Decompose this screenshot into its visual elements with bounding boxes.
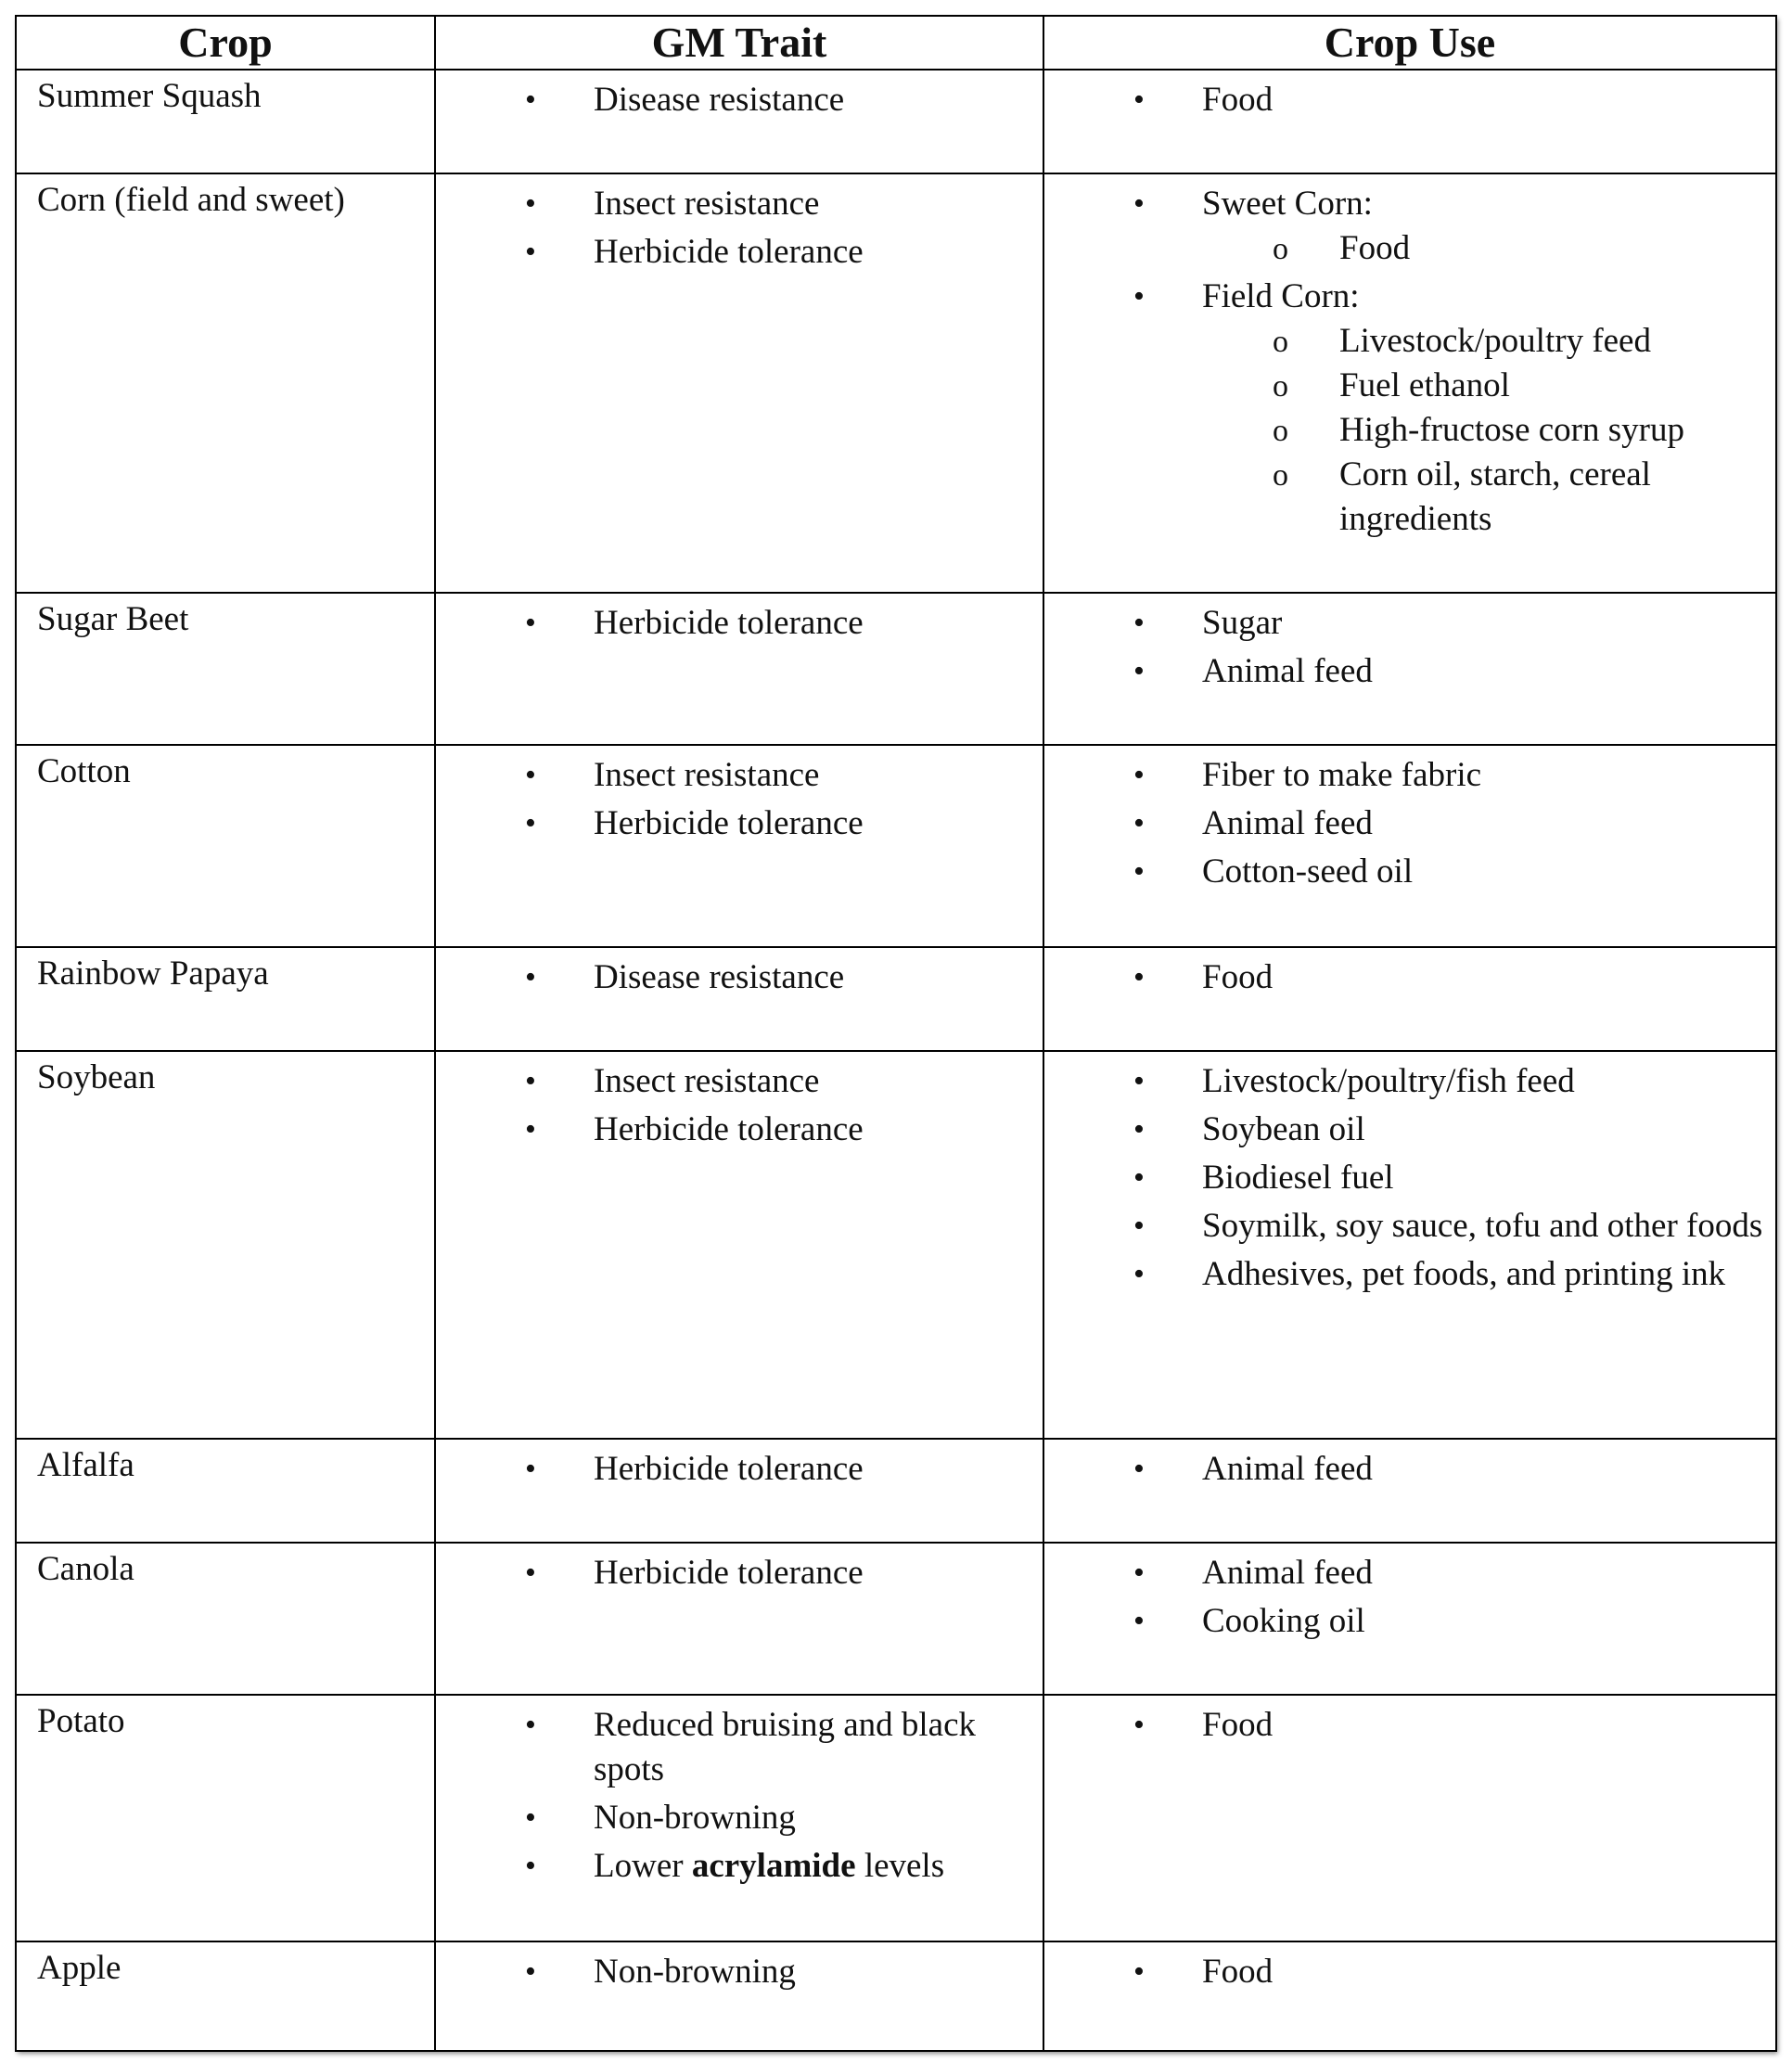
use-item: • Soymilk, soy sauce, tofu and other foods [1044, 1204, 1770, 1249]
bullet-icon: • [525, 1556, 536, 1590]
crop-name: Apple [16, 1941, 435, 2051]
gm-trait-cell [435, 1051, 1043, 1439]
table-row [16, 1051, 1776, 1439]
use-item: • Livestock/poultry/fish feed [1044, 1059, 1770, 1104]
gm-trait-cell [435, 1439, 1043, 1543]
crop-use-cell [1043, 1439, 1776, 1543]
bullet-icon: • [1133, 1604, 1145, 1638]
gm-trait-cell [435, 70, 1043, 173]
use-item: • Soybean oil [1044, 1108, 1770, 1152]
bullet-icon: • [1133, 83, 1145, 117]
crop-name: Soybean [16, 1051, 435, 1439]
trait-item: • Herbicide tolerance [436, 1108, 1037, 1152]
bullet-icon: • [525, 1452, 536, 1486]
gm-trait-cell [435, 1941, 1043, 2051]
gm-trait-cell [435, 947, 1043, 1051]
bullet-icon: • [525, 758, 536, 792]
table-row [16, 593, 1776, 745]
use-subitem: o High-fructose corn syrup [1202, 408, 1770, 453]
crop-name: Sugar Beet [16, 593, 435, 745]
gm-trait-cell [435, 593, 1043, 745]
crop-use-cell [1043, 947, 1776, 1051]
circle-bullet-icon: o [1273, 232, 1288, 266]
bullet-icon: • [1133, 1112, 1145, 1147]
trait-item: • Herbicide tolerance [436, 1551, 1037, 1595]
use-subitem: o Food [1202, 226, 1770, 271]
trait-item: • Herbicide tolerance [436, 230, 1037, 275]
crop-name: Rainbow Papaya [16, 947, 435, 1051]
bullet-icon: • [1133, 1160, 1145, 1195]
table-row [16, 1941, 1776, 2051]
use-subitem: o Corn oil, starch, cereal ingredients [1202, 453, 1770, 542]
use-item: • Food [1044, 78, 1770, 122]
bullet-icon: • [525, 83, 536, 117]
bullet-icon: • [525, 960, 536, 994]
bullet-icon: • [1133, 654, 1145, 688]
table-row [16, 947, 1776, 1051]
use-item: • Sugar [1044, 601, 1770, 646]
crop-use-cell [1043, 70, 1776, 173]
use-item: • Food [1044, 1950, 1770, 1994]
use-item: • Biodiesel fuel [1044, 1156, 1770, 1200]
trait-item: • Lower acrylamide levels [436, 1844, 1037, 1889]
trait-item: • Non-browning [436, 1796, 1037, 1840]
header-row [16, 16, 1776, 70]
use-item: • Adhesives, pet foods, and printing ink [1044, 1252, 1770, 1297]
gm-trait-cell [435, 1543, 1043, 1695]
table-row [16, 1439, 1776, 1543]
bullet-icon: • [1133, 758, 1145, 792]
bullet-icon: • [525, 1849, 536, 1883]
crop-name: Summer Squash [16, 70, 435, 173]
bullet-icon: • [525, 606, 536, 640]
use-item: • Cooking oil [1044, 1599, 1770, 1644]
bullet-icon: • [1133, 606, 1145, 640]
bullet-icon: • [1133, 1556, 1145, 1590]
table-row [16, 745, 1776, 947]
bullet-icon: • [525, 1954, 536, 1989]
trait-item: • Herbicide tolerance [436, 801, 1037, 846]
bullet-icon: • [1133, 1708, 1145, 1742]
gm-trait-cell [435, 745, 1043, 947]
circle-bullet-icon: o [1273, 414, 1288, 448]
trait-item: • Non-browning [436, 1950, 1037, 1994]
use-item: • Animal feed [1044, 801, 1770, 846]
bullet-icon: • [525, 186, 536, 221]
bullet-icon: • [1133, 806, 1145, 840]
use-item: • Food [1044, 1703, 1770, 1748]
trait-item: • Insect resistance [436, 1059, 1037, 1104]
crop-name: Canola [16, 1543, 435, 1695]
crop-use-cell [1043, 1695, 1776, 1941]
gm-trait-cell [435, 1695, 1043, 1941]
circle-bullet-icon: o [1273, 369, 1288, 404]
crop-name: Alfalfa [16, 1439, 435, 1543]
crop-use-cell [1043, 745, 1776, 947]
acrylamide-term: acrylamide [691, 1847, 856, 1885]
bullet-icon: • [525, 806, 536, 840]
trait-item: • Disease resistance [436, 955, 1037, 1000]
crop-use-cell [1043, 1941, 1776, 2051]
table-row [16, 1543, 1776, 1695]
bullet-icon: • [525, 1112, 536, 1147]
use-item: • Fiber to make fabric [1044, 753, 1770, 798]
crop-name: Corn (field and sweet) [16, 173, 435, 593]
crop-use-cell [1043, 1051, 1776, 1439]
trait-item: • Reduced bruising and black spots [436, 1703, 1037, 1792]
table-row [16, 1695, 1776, 1941]
circle-bullet-icon: o [1273, 458, 1288, 493]
trait-item: • Disease resistance [436, 78, 1037, 122]
crop-use-cell [1043, 173, 1776, 593]
bullet-icon: • [1133, 1954, 1145, 1989]
trait-item: • Insect resistance [436, 182, 1037, 226]
use-subitem: o Livestock/poultry feed [1202, 319, 1770, 364]
use-item: • Animal feed [1044, 649, 1770, 694]
trait-item: • Herbicide tolerance [436, 1447, 1037, 1492]
crop-name: Potato [16, 1695, 435, 1941]
header-gm-trait: GM Trait [435, 16, 1043, 70]
table-row [16, 70, 1776, 173]
document-sheet [15, 15, 1775, 2050]
trait-item: • Insect resistance [436, 753, 1037, 798]
bullet-icon: • [525, 1800, 536, 1835]
use-item: • Cotton-seed oil [1044, 850, 1770, 894]
use-item: • Field Corn: o Livestock/poultry feed o Fuel ethanol o High-fructose corn syrup o Corn oil, starch, cereal ingredients [1044, 275, 1770, 542]
bullet-icon: • [1133, 279, 1145, 314]
bullet-icon: • [1133, 1257, 1145, 1291]
use-item: • Food [1044, 955, 1770, 1000]
bullet-icon: • [1133, 960, 1145, 994]
crop-use-cell [1043, 593, 1776, 745]
bullet-icon: • [1133, 1064, 1145, 1098]
trait-item: • Herbicide tolerance [436, 601, 1037, 646]
bullet-icon: • [525, 1708, 536, 1742]
gm-trait-cell [435, 173, 1043, 593]
use-item: • Sweet Corn: o Food [1044, 182, 1770, 271]
header-crop-use: Crop Use [1043, 16, 1776, 70]
bullet-icon: • [525, 1064, 536, 1098]
header-crop: Crop [16, 16, 435, 70]
use-item: • Animal feed [1044, 1447, 1770, 1492]
use-subitem: o Fuel ethanol [1202, 364, 1770, 408]
bullet-icon: • [1133, 1452, 1145, 1486]
use-item: • Animal feed [1044, 1551, 1770, 1595]
circle-bullet-icon: o [1273, 325, 1288, 359]
bullet-icon: • [1133, 854, 1145, 889]
gm-crops-table [15, 15, 1777, 2052]
bullet-icon: • [1133, 1209, 1145, 1243]
crop-name: Cotton [16, 745, 435, 947]
bullet-icon: • [1133, 186, 1145, 221]
table-row [16, 173, 1776, 593]
bullet-icon: • [525, 235, 536, 269]
crop-use-cell [1043, 1543, 1776, 1695]
